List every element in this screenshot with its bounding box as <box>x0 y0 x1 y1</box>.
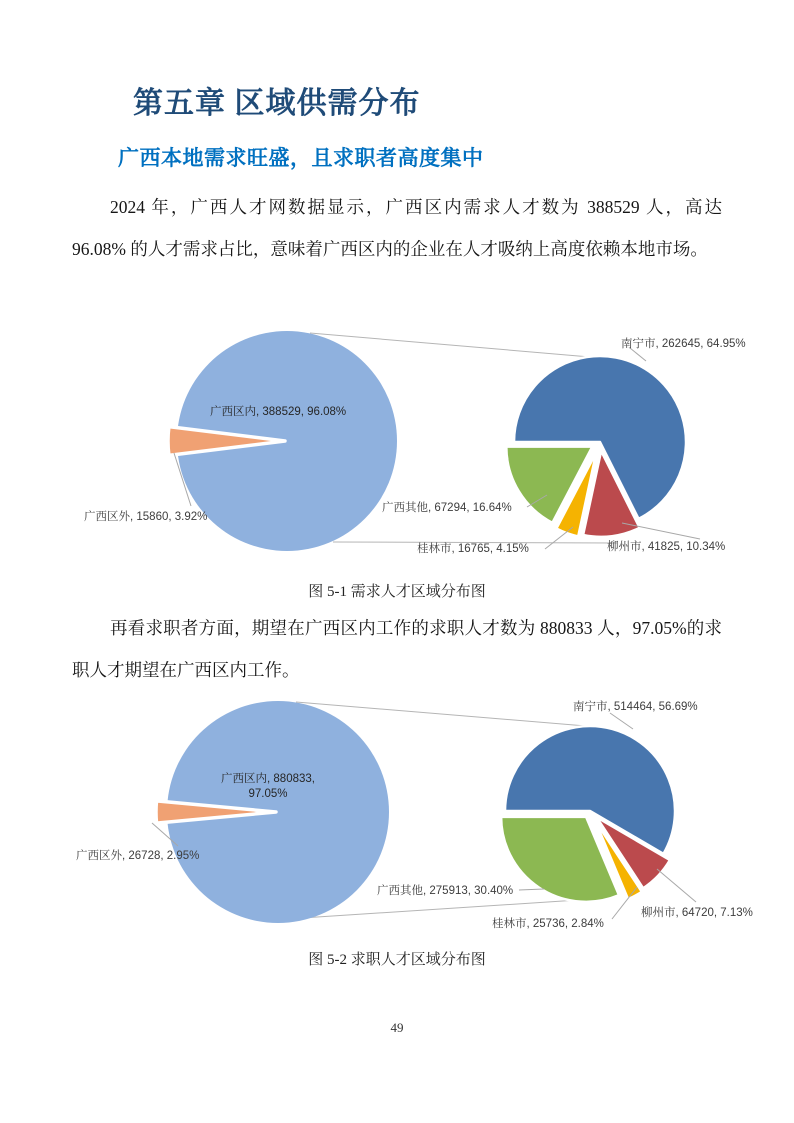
figure-2-label-leader-line <box>657 869 696 902</box>
chapter-title: 第五章 区域供需分布 <box>133 87 421 120</box>
figure-caption-5-1: 图 5-1 需求人才区域分布图 <box>308 584 486 600</box>
pie-label-liuzhou: 柳州市, 64720, 7.13% <box>641 907 753 919</box>
pie-label-inside-region: 广西区内, 388529, 96.08% <box>210 406 347 418</box>
pie-label-inside-region: 广西区内, 880833, 97.05% <box>221 773 315 800</box>
pie-label-nanning: 南宁市, 514464, 56.69% <box>573 701 698 713</box>
section-subtitle: 广西本地需求旺盛，且求职者高度集中 <box>118 147 484 170</box>
pie-label-other: 广西其他, 275913, 30.40% <box>377 885 514 897</box>
figure-2-label-leader-line <box>610 713 633 729</box>
pie-label-guilin: 桂林市, 16765, 4.15% <box>417 543 529 555</box>
paragraph-jobseekers: 再看求职者方面，期望在广西区内工作的求职人才数为 880833 人，97.05%的求职人才期望在广西区内工作。 <box>72 618 722 680</box>
figure-caption-5-2: 图 5-2 求职人才区域分布图 <box>308 952 486 968</box>
page-number: 49 <box>390 1020 404 1035</box>
pie-label-other: 广西其他, 67294, 16.64% <box>382 502 512 514</box>
pie-label-liuzhou: 柳州市, 41825, 10.34% <box>607 541 726 553</box>
pie-label-guilin: 桂林市, 25736, 2.84% <box>492 918 604 930</box>
pie-label-outside-region: 广西区外, 26728, 2.95% <box>76 850 200 862</box>
pie-label-outside-region: 广西区外, 15860, 3.92% <box>84 511 208 523</box>
paragraph-demand: 2024 年，广西人才网数据显示，广西区内需求人才数为 388529 人，高达 96.08% 的人才需求占比，意味着广西区内的企业在人才吸纳上高度依赖本地市场。 <box>72 197 722 259</box>
pie-label-nanning: 南宁市, 262645, 64.95% <box>621 338 746 350</box>
